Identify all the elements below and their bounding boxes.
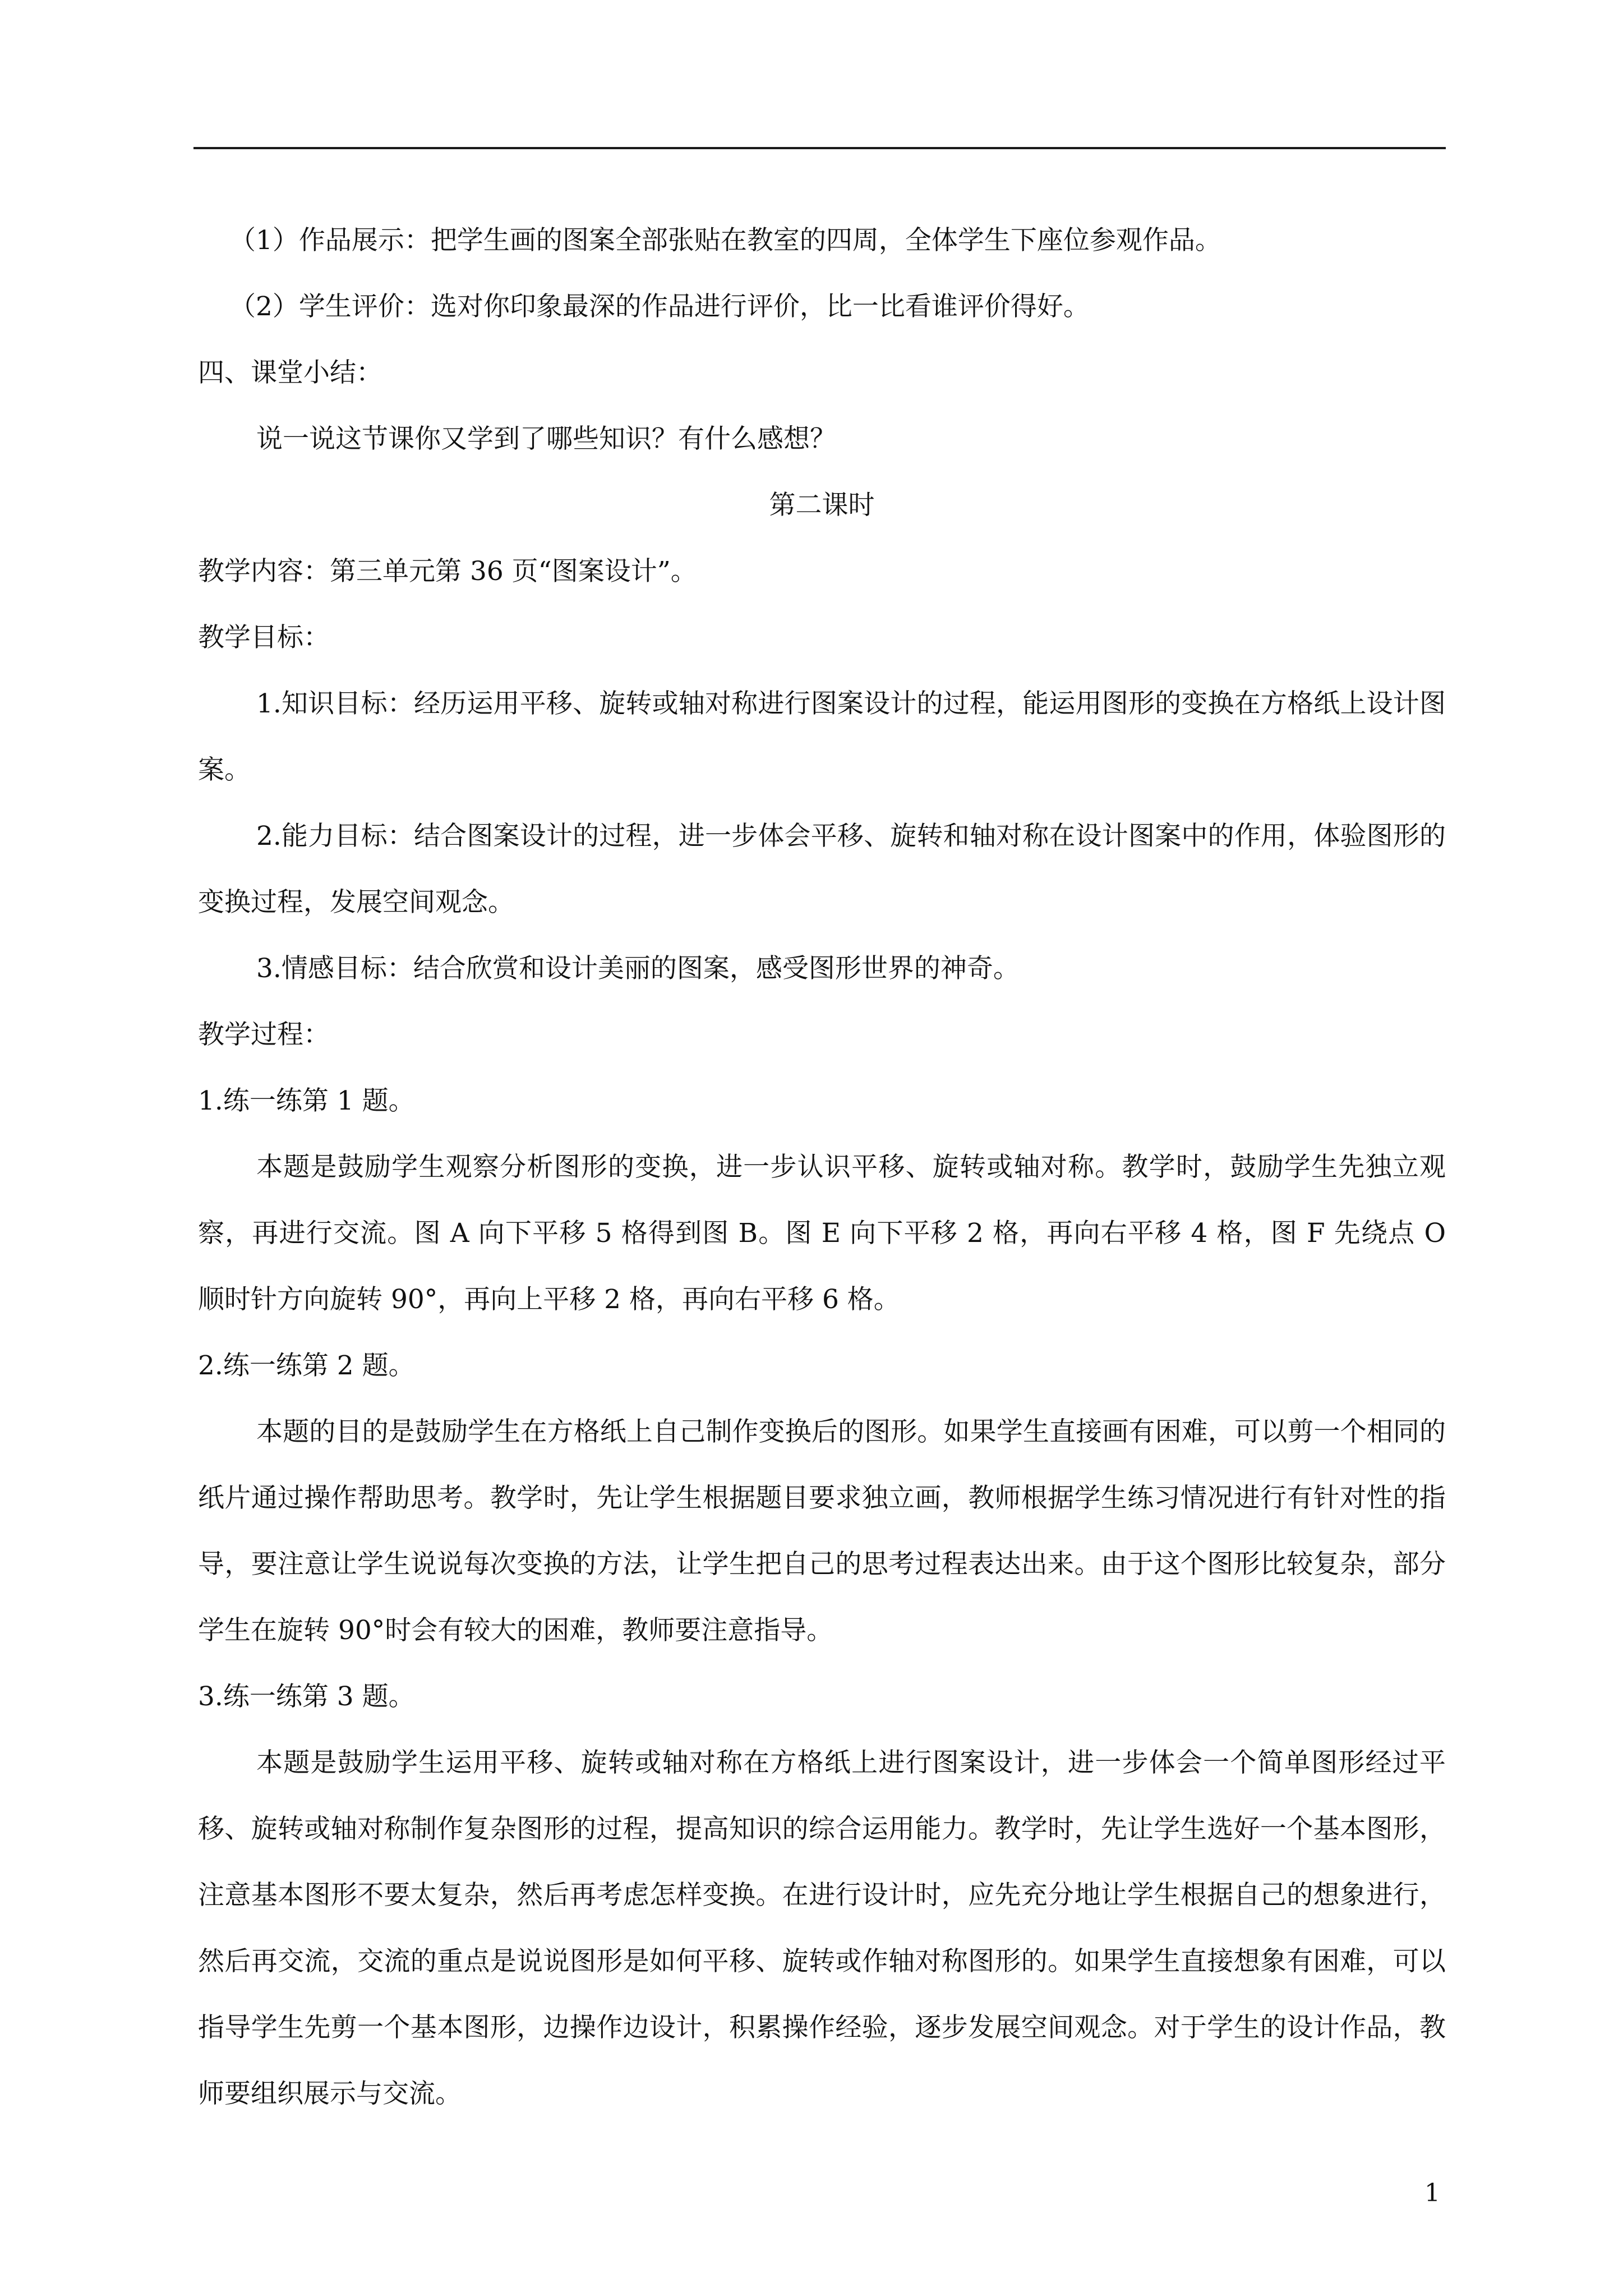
teaching-content: 教学内容：第三单元第 36 页“图案设计”。 <box>198 556 697 587</box>
exercise-3-heading: 3.练一练第 3 题。 <box>198 1681 415 1712</box>
section-heading-summary: 四、课堂小结： <box>198 357 382 388</box>
paragraph-summary: 说一说这节课你又学到了哪些知识？有什么感想？ <box>256 424 836 454</box>
objective-ability: 2.能力目标：结合图案设计的过程，进一步体会平移、旋转和轴对称在设计图案中的作用，体验图形的变换过程，发展空间观念。 <box>198 821 1446 918</box>
exercise-2-body: 本题的目的是鼓励学生在方格纸上自己制作变换后的图形。如果学生直接画有困难，可以剪一个相同的纸片通过操作帮助思考。教学时，先让学生根据题目要求独立画，教师根据学生练习情况进行有针对性的指导，要注意让学生说说每次变换的方法，让学生把自己的思考过程表达出来。由于这个图形比较复杂，部分学生在旋转 90°时会有较大的困难，教师要注意指导。 <box>198 1416 1446 1646</box>
exercise-1-body: 本题是鼓励学生观察分析图形的变换，进一步认识平移、旋转或轴对称。教学时，鼓励学生先独立观察，再进行交流。图 A 向下平移 5 格得到图 B。图 E 向下平移 2 格，再向右平移 4 格，图 F 先绕点 O 顺时针方向旋转 90°，再向上平移 2 格，再向右平移 6 格。 <box>198 1152 1446 1315</box>
lesson-title: 第二课时 <box>769 490 875 521</box>
document-body <box>198 208 1446 2127</box>
paragraph-exhibit: （1）作品展示：把学生画的图案全部张贴在教室的四周，全体学生下座位参观作品。 <box>229 225 1221 256</box>
header-rule <box>193 147 1446 149</box>
objective-knowledge: 1.知识目标：经历运用平移、旋转或轴对称进行图案设计的过程，能运用图形的变换在方格纸上设计图案。 <box>198 688 1446 785</box>
objective-emotion: 3.情感目标：结合欣赏和设计美丽的图案，感受图形世界的神奇。 <box>256 953 1020 984</box>
heading-objectives: 教学目标： <box>198 622 330 653</box>
exercise-1-heading: 1.练一练第 1 题。 <box>198 1085 415 1116</box>
page-number: 1 <box>1424 2179 1440 2207</box>
exercise-3-body: 本题是鼓励学生运用平移、旋转或轴对称在方格纸上进行图案设计，进一步体会一个简单图形经过平移、旋转或轴对称制作复杂图形的过程，提高知识的综合运用能力。教学时，先让学生选好一个基本图形，注意基本图形不要太复杂，然后再考虑怎样变换。在进行设计时，应先充分地让学生根据自己的想象进行，然后再交流，交流的重点是说说图形是如何平移、旋转或作轴对称图形的。如果学生直接想象有困难，可以指导学生先剪一个基本图形，边操作边设计，积累操作经验，逐步发展空间观念。对于学生的设计作品，教师要组织展示与交流。 <box>198 1747 1446 2109</box>
paragraph-evaluation: （2）学生评价：选对你印象最深的作品进行评价，比一比看谁评价得好。 <box>229 291 1090 322</box>
heading-process: 教学过程： <box>198 1019 330 1050</box>
exercise-2-heading: 2.练一练第 2 题。 <box>198 1350 415 1381</box>
